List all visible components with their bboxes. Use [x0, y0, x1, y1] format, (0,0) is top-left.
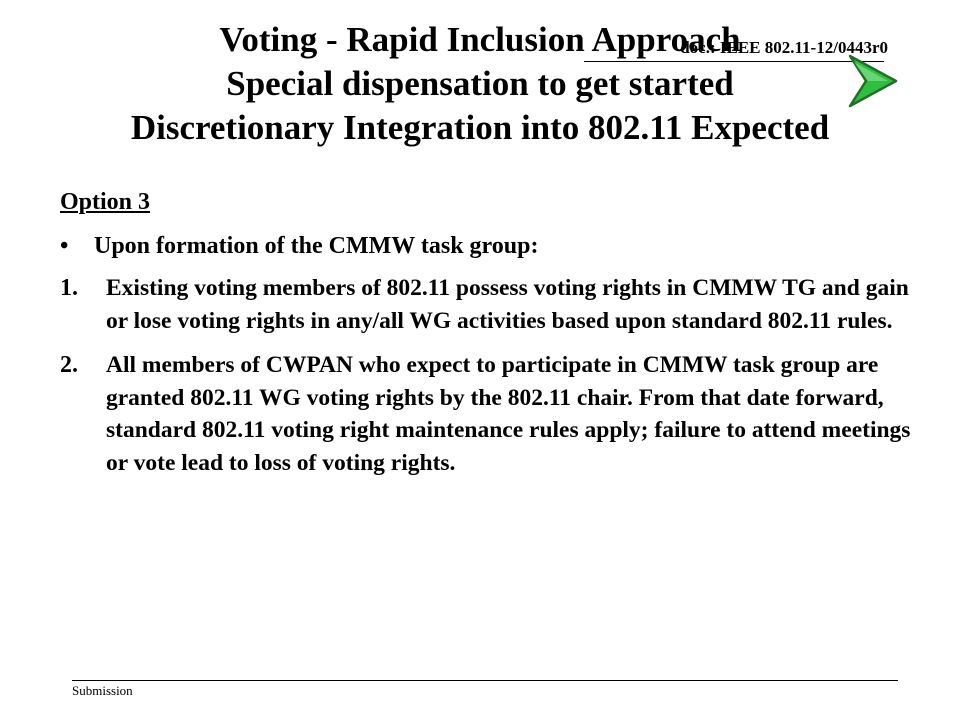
item-number: 1.: [60, 275, 78, 301]
title-line-3: Discretionary Integration into 802.11 Expected: [130, 108, 830, 147]
footer-submission-label: Submission: [72, 683, 133, 698]
header-divider: [584, 61, 884, 62]
item-text: Existing voting members of 802.11 possess voting rights in CMMW TG and gain or lose voting rights in any/all WG activities based upon standard 802.11 rules.: [106, 275, 909, 334]
next-arrow-icon[interactable]: [846, 52, 904, 110]
section-heading: Option 3: [60, 189, 151, 215]
document-reference: doc.: IEEE 802.11-12/0443r0: [680, 38, 888, 57]
item-number: 2.: [60, 352, 78, 378]
numbered-item-2: [60, 349, 920, 479]
title-line-1: Voting - Rapid Inclusion Approach: [219, 20, 741, 59]
slide-body: [60, 186, 920, 491]
footer-divider: [72, 680, 898, 681]
item-text: All members of CWPAN who expect to participate in CMMW task group are granted 802.11 WG voting rights by the 802.11 chair. From that date forward, standard 802.11 voting right maintenance rules apply; failure to attend meetings or vote lead to loss of voting rights.: [106, 352, 911, 476]
title-line-2: Special dispensation to get started: [226, 64, 734, 103]
bullet-marker: •: [60, 233, 69, 259]
bullet-text: Upon formation of the CMMW task group:: [94, 233, 539, 259]
numbered-item-1: [60, 272, 920, 337]
bullet-item: [60, 230, 920, 262]
